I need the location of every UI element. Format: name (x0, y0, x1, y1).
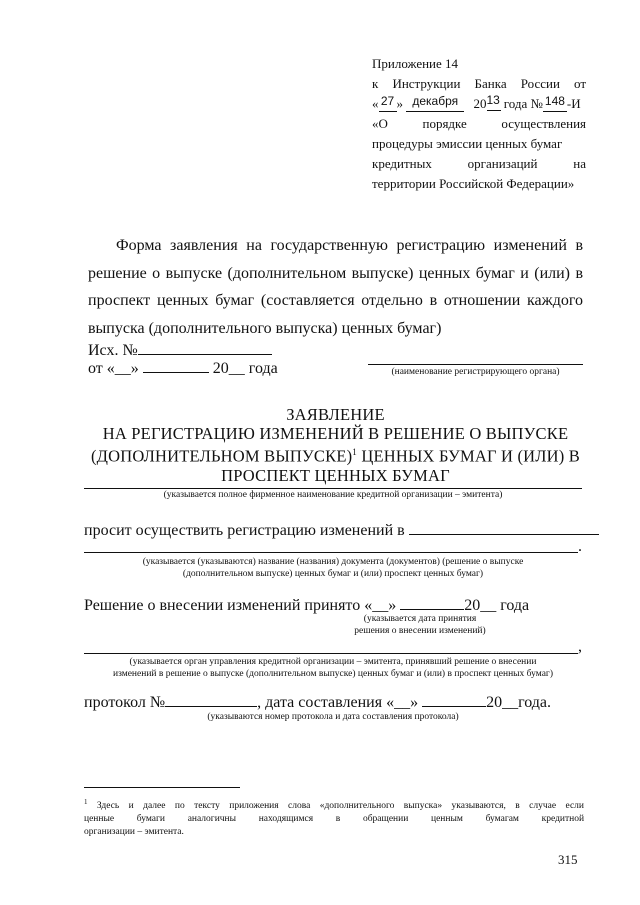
form-title-line-2: решение о выпуске (дополнительном выпуске) ценных бумаг и (или) в (88, 264, 583, 282)
management-body-line[interactable] (84, 653, 578, 654)
annex-block (372, 54, 586, 194)
statement-line-2: НА РЕГИСТРАЦИЮ ИЗМЕНЕНИЙ В РЕШЕНИЕ О ВЫПУСКЕ (102, 424, 569, 443)
footnote-separator (84, 787, 240, 788)
document-line[interactable] (84, 552, 578, 553)
annex-date-line: « 27 » декабря 2013 года № 148 -И (372, 94, 586, 114)
issuer-caption: (указывается полное фирменное наименование кредитной организации – эмитента) (163, 490, 503, 500)
management-body-comma: , (578, 638, 582, 655)
annex-line-5: кредитных организаций на (372, 156, 587, 171)
annex-line-6: территории Российской Федерации» (372, 176, 575, 191)
statement-line-4: ПРОСПЕКТ ЦЕННЫХ БУМАГ (221, 465, 450, 485)
annex-number: 148 (543, 91, 567, 112)
document-line-period: . (578, 538, 582, 555)
statement-line-3: (ДОПОЛНИТЕЛЬНОМ ВЫПУСКЕ)$^1$ ЦЕННЫХ БУМАГ И (ИЛИ) В (90, 446, 580, 466)
protocol-number-field[interactable] (165, 692, 257, 707)
decision-caption: (указывается дата принятия решения о внесении изменений) (354, 614, 486, 636)
footnote-line-2: ценные бумаги аналогичны находящимся в обращении ценным бумагам кредитной (84, 814, 585, 825)
protocol-caption: (указываются номер протокола и дата составления протокола) (207, 712, 459, 722)
annex-year: 13 (487, 90, 501, 111)
protocol-line: протокол № , дата составления «__» 20__года. (84, 694, 552, 711)
issuer-name-line[interactable] (84, 488, 582, 489)
protocol-month-field[interactable] (422, 692, 486, 707)
document-name-field[interactable] (409, 520, 599, 535)
annex-line-1: к Инструкции Банка России от (372, 76, 587, 91)
annex-line-4: процедуры эмиссии ценных бумаг (372, 136, 563, 151)
ref-number-field[interactable] (138, 340, 272, 355)
authority-line[interactable] (368, 364, 583, 365)
annex-title: Приложение 14 (372, 56, 459, 71)
form-title-line-1: Форма заявления на государственную регистрацию изменений в (116, 237, 583, 254)
statement-line-1: ЗАЯВЛЕНИЕ (286, 405, 385, 424)
decision-line: Решение о внесении изменений принято «__» 20__ года (84, 597, 530, 614)
management-body-caption: (указывается орган управления кредитной организации – эмитента, принявший решение о внесении изменений в решение о выпуске (дополнительном выпуске) ценных бумаг и (или) в проспект ценных бумаг) (113, 657, 553, 679)
authority-caption: (наименование регистрирующего органа) (391, 367, 560, 377)
document-caption: (указывается (указываются) название (названия) документа (документов) (решение о выпуске (дополнительном выпуске) ценных бумаг и (или) проспект ценных бумаг) (142, 557, 524, 579)
footnote-line-3: организации – эмитента. (84, 827, 184, 838)
annex-line-3: «О порядке осуществления (372, 116, 587, 131)
outgoing-month-field[interactable] (143, 358, 209, 373)
footnote-ref: 1 (352, 447, 357, 457)
decision-month-field[interactable] (400, 595, 464, 610)
form-title (88, 232, 583, 342)
annex-day: 27 (379, 91, 397, 112)
outgoing-ref: Исх. № (88, 340, 272, 360)
statement-heading (88, 405, 583, 485)
footnote (84, 796, 584, 839)
annex-month: декабря (406, 91, 464, 112)
request-line: просит осуществить регистрацию изменений в (84, 520, 599, 540)
outgoing-date: от «__» 20__ года (88, 360, 278, 377)
footnote-line-1: $^1$ Здесь и далее по тексту приложения слова «дополнительного выпуска» указываются, в случае если (84, 798, 584, 812)
page-number: 315 (558, 852, 578, 867)
form-title-line-3: проспект ценных бумаг (составляется отдельно в отношении каждого (88, 292, 583, 309)
form-title-line-4: выпуска (дополнительного выпуска) ценных бумаг) (88, 319, 442, 337)
